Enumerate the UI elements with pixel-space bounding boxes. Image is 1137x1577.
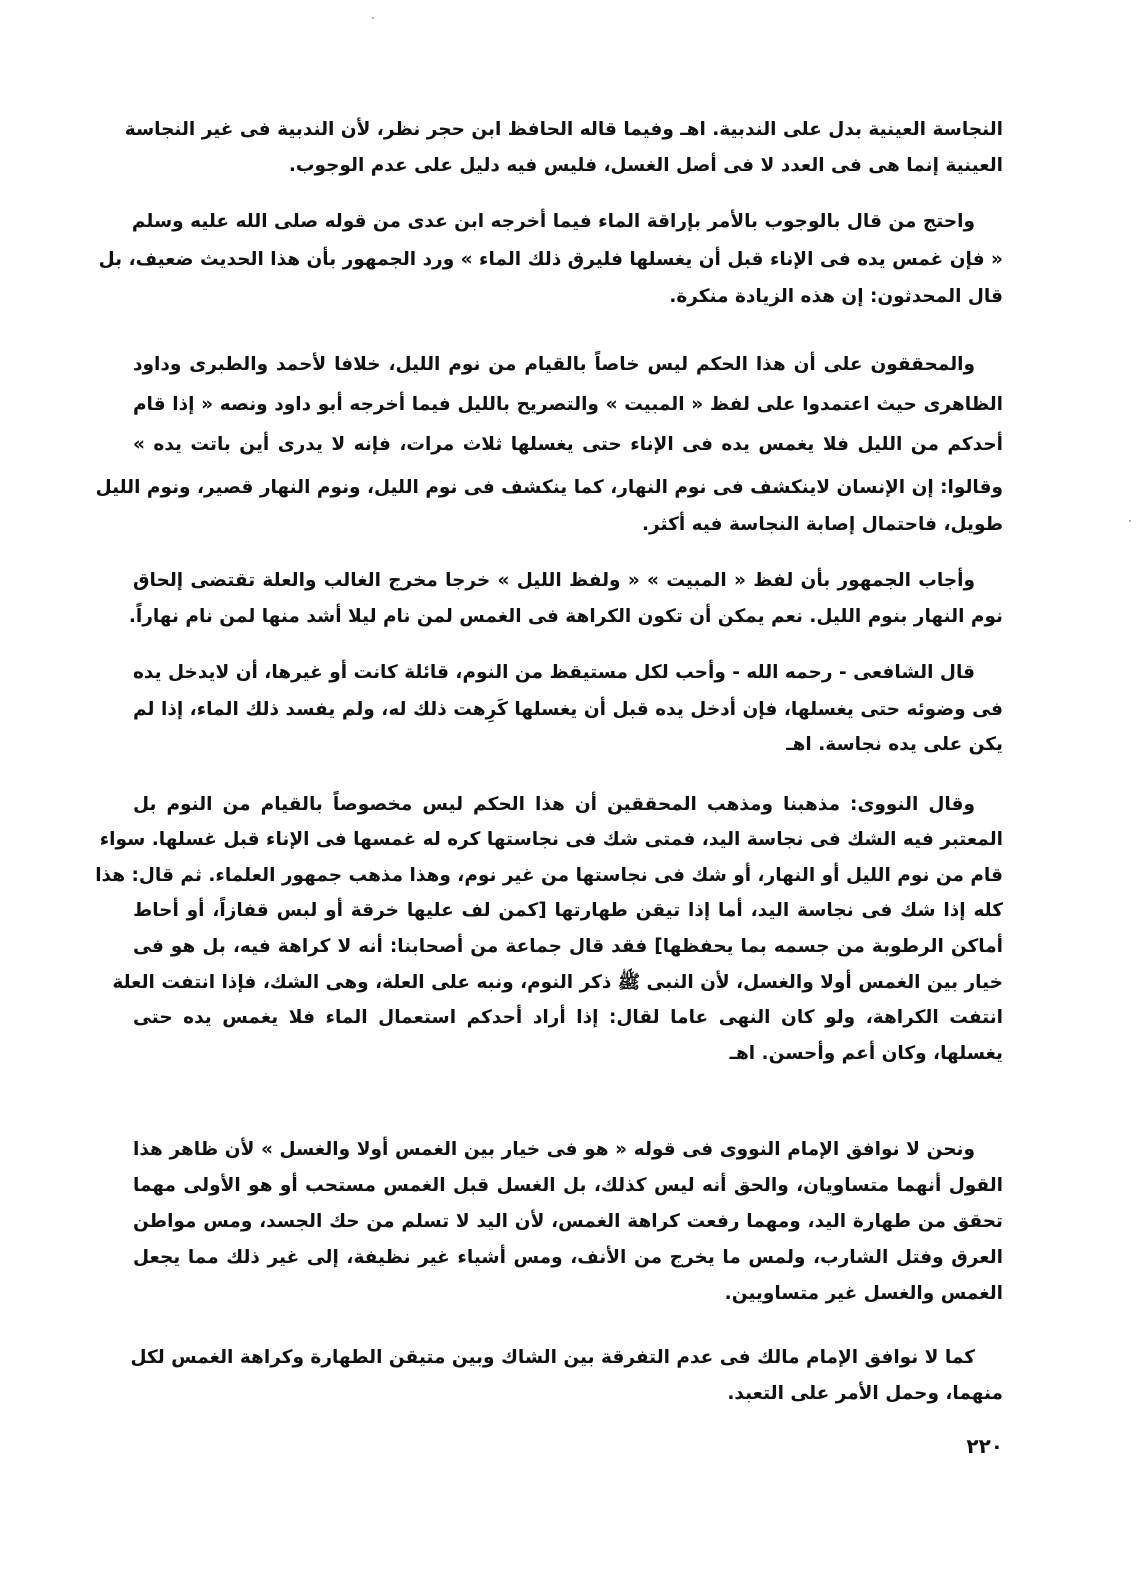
text-line: النجاسة العينية بدل على الندبية. اهـ وفيما قاله الحافظ ابن حجر نظر، لأن الندبية فى غير النجاسة [124, 119, 1003, 140]
text-line: العرق وفتل الشارب، ولمس ما يخرج من الأنف، ومس أشياء غير نظيفة، إلى غير ذلك مما يجعل [133, 1247, 1003, 1268]
text-line: وأجاب الجمهور بأن لفظ « المبيت » « ولفظ الليل » خرجا مخرج الغالب والعلة تقتضى إلحاق [133, 570, 975, 591]
text-line: وقالوا: إن الإنسان لاينكشف فى نوم النهار، كما ينكشف فى نوم الليل، ونوم النهار قصير، ونوم الليل [95, 477, 1003, 498]
text-line: تحقق من طهارة اليد، ومهما رفعت كراهة الغمس، لأن اليد لا تسلم من حك الجسد، ومس مواطن [133, 1211, 1003, 1232]
page-number: ٢٢٠ [966, 1434, 1003, 1458]
text-line: الغمس والغسل غير متساويين. [724, 1283, 1003, 1304]
text-line: « فإن غمس يده فى الإناء قبل أن يغسلها فليرق ذلك الماء » ورد الجمهور بأن هذا الحديث ضعيف، بل [98, 249, 1003, 270]
text-line: قال المحدثون: إن هذه الزيادة منكرة. [669, 286, 1003, 307]
text-line: قال الشافعى - رحمه الله - وأحب لكل مستيقظ من النوم، قائلة كانت أو غيرها، أن لايدخل يده [133, 662, 975, 683]
text-line: وقال النووى: مذهبنا ومذهب المحققين أن هذا الحكم ليس مخصوصاً بالقيام من النوم بل [133, 794, 975, 815]
text-line: طويل، فاحتمال إصابة النجاسة فيه أكثر. [642, 514, 1003, 535]
text-line: فى وضوئه حتى يغسلها، فإن أدخل يده قبل أن يغسلها كَرِهت ذلك له، ولم يفسد ذلك الماء، إذا لم [133, 699, 1003, 720]
text-line: يكن على يده نجاسة. اهـ [786, 734, 1003, 755]
text-line: ونحن لا نوافق الإمام النووى فى قوله « هو فى خيار بين الغمس أولا والغسل » لأن ظاهر هذا [133, 1139, 975, 1160]
text-line: الظاهرى حيث اعتمدوا على لفظ « المبيت » والتصريح بالليل فيما أخرجه أبو داود ونصه « إذا قام [133, 394, 1003, 415]
text-line: كما لا نوافق الإمام مالك فى عدم التفرقة بين الشاك وبين متيقن الطهارة وكراهة الغمس لكل [130, 1347, 975, 1368]
text-line: يغسلها، وكان أعم وأحسن. اهـ [729, 1043, 1003, 1064]
text-line: المعتبر فيه الشك فى نجاسة اليد، فمتى شك فى نجاستها كره له غمسها فى الإناء قبل غسلها. سواء [99, 829, 1003, 850]
text-line: انتفت الكراهة، ولو كان النهى عاما لقال: إذا أراد أحدكم استعمال الماء فلا يغمس يده حتى [133, 1007, 1003, 1028]
text-line: نوم النهار بنوم الليل. نعم يمكن أن تكون الكراهة فى الغمس لمن نام ليلا أشد منها لمن نام نهاراً. [128, 606, 1003, 627]
scan-speck [1129, 520, 1131, 522]
text-line: أماكن الرطوبة من جسمه بما يحفظها] فقد قال جماعة من أصحابنا: أنه لا كراهة فيه، بل هو فى [133, 936, 1003, 957]
text-line: منهما، وحمل الأمر على التعبد. [727, 1383, 1003, 1404]
text-line: خيار بين الغمس أولا والغسل، لأن النبى ﷺ ذكر النوم، ونبه على العلة، وهى الشك، فإذا انتفت العلة [112, 972, 1003, 993]
text-line: قام من نوم الليل أو النهار، أو شك فى نجاستها من غير نوم، وهذا مذهب جمهور العلماء. ثم قال: هذا [95, 865, 1003, 886]
text-line: العينية إنما هى فى العدد لا فى أصل الغسل، فليس فيه دليل على عدم الوجوب. [288, 155, 1003, 176]
text-line: أحدكم من الليل فلا يغمس يده فى الإناء حتى يغسلها ثلاث مرات، فإنه لا يدرى أين باتت يده » [133, 434, 1003, 455]
text-line: القول أنهما متساويان، والحق أنه ليس كذلك، بل الغسل قبل الغمس مستحب أو هو الأولى مهما [133, 1175, 1003, 1196]
text-line: والمحققون على أن هذا الحكم ليس خاصاً بالقيام من نوم الليل، خلافا لأحمد والطبرى وداود [133, 354, 975, 375]
text-line: كله إذا شك فى نجاسة اليد، أما إذا تيقن طهارتها [كمن لف عليها خرقة أو لبس قفازاً، أو أحاط [133, 900, 1003, 921]
text-line: واحتج من قال بالوجوب بالأمر بإراقة الماء فيما أخرجه ابن عدى من قوله صلى الله عليه وسلم [131, 211, 975, 232]
scan-speck [372, 17, 374, 19]
